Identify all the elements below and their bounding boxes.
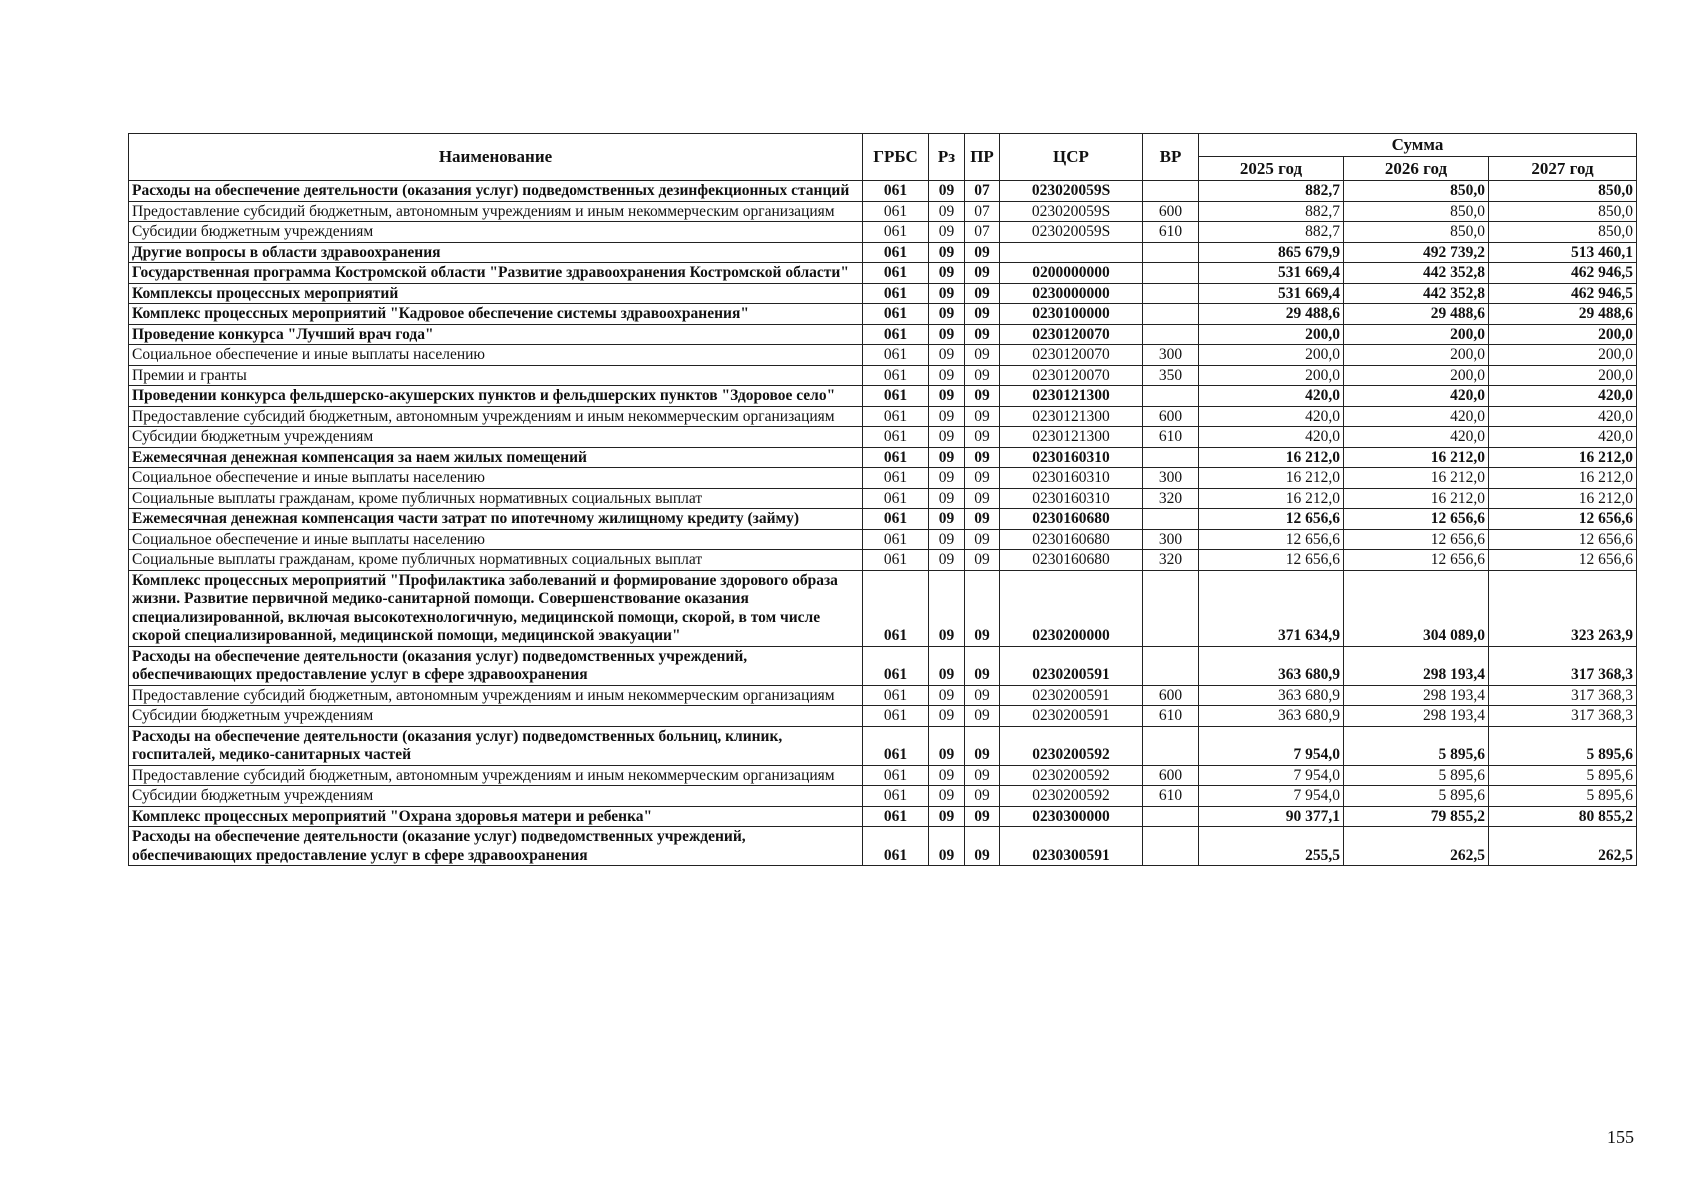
row-rz: 09 [929, 706, 965, 727]
row-amount-2026: 420,0 [1344, 386, 1489, 407]
table-row [129, 181, 1637, 202]
row-rz: 09 [929, 263, 965, 284]
row-rz: 09 [929, 181, 965, 202]
row-vr [1143, 304, 1199, 325]
row-amount-2027: 850,0 [1489, 181, 1637, 202]
row-amount-2027: 262,5 [1489, 827, 1637, 866]
row-grbs: 061 [863, 468, 929, 489]
row-name: Ежемесячная денежная компенсация за наем жилых помещений [129, 447, 863, 468]
row-amount-2027: 12 656,6 [1489, 550, 1637, 571]
row-csr: 0230160680 [1000, 509, 1143, 530]
row-rz: 09 [929, 427, 965, 448]
row-grbs: 061 [863, 345, 929, 366]
row-csr: 0230120070 [1000, 324, 1143, 345]
row-amount-2025: 16 212,0 [1199, 468, 1344, 489]
row-csr: 023020059S [1000, 181, 1143, 202]
header-vr: ВР [1143, 134, 1199, 181]
row-name: Субсидии бюджетным учреждениям [129, 786, 863, 807]
row-amount-2027: 420,0 [1489, 406, 1637, 427]
row-amount-2026: 200,0 [1344, 324, 1489, 345]
row-pr: 09 [965, 242, 1000, 263]
row-rz: 09 [929, 201, 965, 222]
row-amount-2026: 12 656,6 [1344, 550, 1489, 571]
table-row [129, 427, 1637, 448]
row-csr: 0230120070 [1000, 365, 1143, 386]
row-grbs: 061 [863, 806, 929, 827]
table-row [129, 283, 1637, 304]
row-pr: 09 [965, 529, 1000, 550]
row-amount-2025: 420,0 [1199, 386, 1344, 407]
table-row [129, 263, 1637, 284]
row-amount-2026: 298 193,4 [1344, 685, 1489, 706]
table-row [129, 646, 1637, 685]
table-row [129, 827, 1637, 866]
row-rz: 09 [929, 765, 965, 786]
row-amount-2027: 12 656,6 [1489, 509, 1637, 530]
row-pr: 09 [965, 806, 1000, 827]
row-amount-2025: 16 212,0 [1199, 488, 1344, 509]
row-amount-2026: 79 855,2 [1344, 806, 1489, 827]
row-grbs: 061 [863, 786, 929, 807]
row-amount-2027: 323 263,9 [1489, 570, 1637, 646]
row-vr: 600 [1143, 685, 1199, 706]
row-vr: 600 [1143, 765, 1199, 786]
row-pr: 07 [965, 181, 1000, 202]
row-name: Государственная программа Костромской области "Развитие здравоохранения Костромской области" [129, 263, 863, 284]
row-grbs: 061 [863, 706, 929, 727]
row-vr [1143, 646, 1199, 685]
row-csr: 0230200591 [1000, 685, 1143, 706]
header-year-2027: 2027 год [1489, 157, 1637, 181]
row-vr: 300 [1143, 468, 1199, 489]
row-grbs: 061 [863, 646, 929, 685]
row-amount-2026: 442 352,8 [1344, 283, 1489, 304]
row-name: Проведении конкурса фельдшерско-акушерских пунктов и фельдшерских пунктов "Здоровое село" [129, 386, 863, 407]
row-grbs: 061 [863, 488, 929, 509]
row-grbs: 061 [863, 509, 929, 530]
table-row [129, 222, 1637, 243]
row-amount-2027: 317 368,3 [1489, 685, 1637, 706]
row-amount-2026: 850,0 [1344, 181, 1489, 202]
row-grbs: 061 [863, 304, 929, 325]
row-vr: 610 [1143, 427, 1199, 448]
row-grbs: 061 [863, 827, 929, 866]
row-amount-2026: 200,0 [1344, 365, 1489, 386]
row-name: Субсидии бюджетным учреждениям [129, 222, 863, 243]
row-amount-2027: 462 946,5 [1489, 263, 1637, 284]
row-name: Расходы на обеспечение деятельности (оказания услуг) подведомственных учреждений, обеспечивающих предоставление услуг в сфере здравоохранения [129, 646, 863, 685]
row-pr: 09 [965, 726, 1000, 765]
row-amount-2027: 317 368,3 [1489, 706, 1637, 727]
row-name: Социальное обеспечение и иные выплаты населению [129, 345, 863, 366]
table-header [129, 134, 1637, 181]
row-grbs: 061 [863, 726, 929, 765]
header-grbs: ГРБС [863, 134, 929, 181]
row-vr: 300 [1143, 345, 1199, 366]
row-amount-2025: 16 212,0 [1199, 447, 1344, 468]
row-amount-2025: 29 488,6 [1199, 304, 1344, 325]
row-pr: 09 [965, 706, 1000, 727]
table-row [129, 726, 1637, 765]
row-amount-2026: 850,0 [1344, 222, 1489, 243]
row-pr: 09 [965, 447, 1000, 468]
row-amount-2026: 304 089,0 [1344, 570, 1489, 646]
row-amount-2027: 5 895,6 [1489, 765, 1637, 786]
row-amount-2025: 7 954,0 [1199, 786, 1344, 807]
row-csr: 0230000000 [1000, 283, 1143, 304]
row-amount-2026: 298 193,4 [1344, 646, 1489, 685]
table-row [129, 570, 1637, 646]
row-amount-2026: 16 212,0 [1344, 447, 1489, 468]
row-pr: 09 [965, 283, 1000, 304]
row-csr [1000, 242, 1143, 263]
row-amount-2025: 865 679,9 [1199, 242, 1344, 263]
row-name: Другие вопросы в области здравоохранения [129, 242, 863, 263]
row-grbs: 061 [863, 765, 929, 786]
row-name: Субсидии бюджетным учреждениям [129, 706, 863, 727]
table-row [129, 201, 1637, 222]
row-vr: 320 [1143, 550, 1199, 571]
row-amount-2026: 12 656,6 [1344, 529, 1489, 550]
header-pr: ПР [965, 134, 1000, 181]
header-year-2026: 2026 год [1344, 157, 1489, 181]
row-pr: 09 [965, 345, 1000, 366]
row-pr: 09 [965, 786, 1000, 807]
row-grbs: 061 [863, 365, 929, 386]
row-vr [1143, 263, 1199, 284]
row-name: Комплексы процессных мероприятий [129, 283, 863, 304]
row-pr: 09 [965, 263, 1000, 284]
table-row [129, 468, 1637, 489]
row-amount-2027: 850,0 [1489, 222, 1637, 243]
row-grbs: 061 [863, 201, 929, 222]
row-amount-2026: 420,0 [1344, 427, 1489, 448]
row-name: Предоставление субсидий бюджетным, автономным учреждениям и иным некоммерческим организациям [129, 765, 863, 786]
row-rz: 09 [929, 324, 965, 345]
header-rz: Рз [929, 134, 965, 181]
row-rz: 09 [929, 345, 965, 366]
row-amount-2026: 5 895,6 [1344, 786, 1489, 807]
row-grbs: 061 [863, 406, 929, 427]
table-row [129, 706, 1637, 727]
row-csr: 0230200000 [1000, 570, 1143, 646]
row-name: Комплекс процессных мероприятий "Кадровое обеспечение системы здравоохранения" [129, 304, 863, 325]
row-vr [1143, 324, 1199, 345]
row-rz: 09 [929, 447, 965, 468]
row-pr: 09 [965, 550, 1000, 571]
row-name: Комплекс процессных мероприятий "Профилактика заболеваний и формирование здорового образа жизни. Развитие первичной медико-санитарной помощи. Совершенствование оказания специализированной, включая высокотехнологичную, медицинской помощи, скорой, в том числе скорой специализированной, медицинской помощи, медицинской эвакуации" [129, 570, 863, 646]
row-amount-2025: 200,0 [1199, 365, 1344, 386]
row-grbs: 061 [863, 386, 929, 407]
row-amount-2025: 90 377,1 [1199, 806, 1344, 827]
row-vr: 610 [1143, 222, 1199, 243]
row-pr: 09 [965, 765, 1000, 786]
row-amount-2025: 531 669,4 [1199, 263, 1344, 284]
row-amount-2027: 12 656,6 [1489, 529, 1637, 550]
row-amount-2027: 16 212,0 [1489, 488, 1637, 509]
row-vr: 320 [1143, 488, 1199, 509]
row-amount-2026: 850,0 [1344, 201, 1489, 222]
table-row [129, 685, 1637, 706]
row-name: Предоставление субсидий бюджетным, автономным учреждениям и иным некоммерческим организациям [129, 406, 863, 427]
row-amount-2025: 363 680,9 [1199, 646, 1344, 685]
row-name: Комплекс процессных мероприятий "Охрана здоровья матери и ребенка" [129, 806, 863, 827]
row-rz: 09 [929, 365, 965, 386]
row-amount-2025: 255,5 [1199, 827, 1344, 866]
table-row [129, 447, 1637, 468]
row-amount-2025: 12 656,6 [1199, 509, 1344, 530]
row-pr: 09 [965, 365, 1000, 386]
row-csr: 0230200592 [1000, 726, 1143, 765]
header-csr: ЦСР [1000, 134, 1143, 181]
header-sum: Сумма [1199, 134, 1637, 157]
table-row [129, 786, 1637, 807]
row-vr: 610 [1143, 706, 1199, 727]
table-row [129, 304, 1637, 325]
row-amount-2027: 5 895,6 [1489, 786, 1637, 807]
row-rz: 09 [929, 827, 965, 866]
row-amount-2027: 420,0 [1489, 427, 1637, 448]
table-row [129, 529, 1637, 550]
row-rz: 09 [929, 570, 965, 646]
table-row [129, 550, 1637, 571]
row-grbs: 061 [863, 283, 929, 304]
row-pr: 07 [965, 201, 1000, 222]
row-rz: 09 [929, 806, 965, 827]
row-amount-2025: 7 954,0 [1199, 765, 1344, 786]
row-csr: 0230160680 [1000, 529, 1143, 550]
row-name: Расходы на обеспечение деятельности (оказания услуг) подведомственных дезинфекционных станций [129, 181, 863, 202]
row-vr: 600 [1143, 406, 1199, 427]
row-name: Социальные выплаты гражданам, кроме публичных нормативных социальных выплат [129, 550, 863, 571]
row-amount-2025: 200,0 [1199, 324, 1344, 345]
row-amount-2025: 531 669,4 [1199, 283, 1344, 304]
row-csr: 0230160310 [1000, 488, 1143, 509]
row-grbs: 061 [863, 427, 929, 448]
row-amount-2025: 363 680,9 [1199, 685, 1344, 706]
row-csr: 0230121300 [1000, 406, 1143, 427]
row-rz: 09 [929, 786, 965, 807]
row-csr: 0230160310 [1000, 447, 1143, 468]
row-csr: 0230100000 [1000, 304, 1143, 325]
row-csr: 0230300000 [1000, 806, 1143, 827]
header-year-2025: 2025 год [1199, 157, 1344, 181]
row-csr: 0230120070 [1000, 345, 1143, 366]
row-rz: 09 [929, 304, 965, 325]
row-vr: 300 [1143, 529, 1199, 550]
row-pr: 09 [965, 468, 1000, 489]
table-row [129, 406, 1637, 427]
row-rz: 09 [929, 222, 965, 243]
row-amount-2027: 16 212,0 [1489, 447, 1637, 468]
row-pr: 09 [965, 488, 1000, 509]
table-row [129, 324, 1637, 345]
row-rz: 09 [929, 386, 965, 407]
row-grbs: 061 [863, 324, 929, 345]
row-csr: 0230200592 [1000, 765, 1143, 786]
row-csr: 023020059S [1000, 201, 1143, 222]
row-pr: 09 [965, 324, 1000, 345]
row-grbs: 061 [863, 570, 929, 646]
row-csr: 0230200591 [1000, 706, 1143, 727]
table-row [129, 345, 1637, 366]
row-vr [1143, 386, 1199, 407]
row-amount-2027: 462 946,5 [1489, 283, 1637, 304]
row-csr: 0230200591 [1000, 646, 1143, 685]
row-csr: 0230160310 [1000, 468, 1143, 489]
row-vr [1143, 242, 1199, 263]
row-amount-2025: 12 656,6 [1199, 550, 1344, 571]
row-csr: 0230121300 [1000, 427, 1143, 448]
row-grbs: 061 [863, 242, 929, 263]
row-vr [1143, 509, 1199, 530]
row-name: Предоставление субсидий бюджетным, автономным учреждениям и иным некоммерческим организациям [129, 201, 863, 222]
table-row [129, 242, 1637, 263]
row-pr: 09 [965, 304, 1000, 325]
row-vr [1143, 827, 1199, 866]
row-amount-2026: 262,5 [1344, 827, 1489, 866]
row-vr: 610 [1143, 786, 1199, 807]
row-name: Социальные выплаты гражданам, кроме публичных нормативных социальных выплат [129, 488, 863, 509]
table-row [129, 765, 1637, 786]
row-amount-2025: 200,0 [1199, 345, 1344, 366]
row-amount-2026: 492 739,2 [1344, 242, 1489, 263]
row-vr [1143, 283, 1199, 304]
row-amount-2027: 16 212,0 [1489, 468, 1637, 489]
row-vr: 350 [1143, 365, 1199, 386]
row-csr: 0230300591 [1000, 827, 1143, 866]
row-amount-2026: 5 895,6 [1344, 726, 1489, 765]
row-amount-2026: 298 193,4 [1344, 706, 1489, 727]
row-name: Проведение конкурса "Лучший врач года" [129, 324, 863, 345]
row-csr: 023020059S [1000, 222, 1143, 243]
row-amount-2026: 5 895,6 [1344, 765, 1489, 786]
row-grbs: 061 [863, 550, 929, 571]
row-pr: 09 [965, 685, 1000, 706]
row-amount-2025: 882,7 [1199, 222, 1344, 243]
row-pr: 07 [965, 222, 1000, 243]
header-name: Наименование [129, 134, 863, 181]
row-amount-2027: 200,0 [1489, 365, 1637, 386]
row-name: Расходы на обеспечение деятельности (оказания услуг) подведомственных больниц, клиник, госпиталей, медико-санитарных частей [129, 726, 863, 765]
row-grbs: 061 [863, 263, 929, 284]
table-row [129, 509, 1637, 530]
row-pr: 09 [965, 406, 1000, 427]
row-pr: 09 [965, 386, 1000, 407]
row-csr: 0230200592 [1000, 786, 1143, 807]
row-rz: 09 [929, 283, 965, 304]
row-amount-2027: 317 368,3 [1489, 646, 1637, 685]
table-row [129, 386, 1637, 407]
row-amount-2027: 850,0 [1489, 201, 1637, 222]
row-csr: 0230160680 [1000, 550, 1143, 571]
row-name: Социальное обеспечение и иные выплаты населению [129, 529, 863, 550]
row-pr: 09 [965, 427, 1000, 448]
row-rz: 09 [929, 550, 965, 571]
row-amount-2027: 200,0 [1489, 324, 1637, 345]
row-rz: 09 [929, 242, 965, 263]
budget-table [128, 133, 1637, 866]
row-vr [1143, 806, 1199, 827]
table-row [129, 365, 1637, 386]
row-pr: 09 [965, 509, 1000, 530]
row-grbs: 061 [863, 685, 929, 706]
row-amount-2026: 29 488,6 [1344, 304, 1489, 325]
row-grbs: 061 [863, 529, 929, 550]
row-amount-2026: 16 212,0 [1344, 468, 1489, 489]
row-rz: 09 [929, 406, 965, 427]
row-amount-2026: 12 656,6 [1344, 509, 1489, 530]
row-name: Социальное обеспечение и иные выплаты населению [129, 468, 863, 489]
row-vr [1143, 181, 1199, 202]
row-amount-2025: 882,7 [1199, 181, 1344, 202]
row-grbs: 061 [863, 447, 929, 468]
row-amount-2025: 882,7 [1199, 201, 1344, 222]
row-rz: 09 [929, 685, 965, 706]
row-rz: 09 [929, 509, 965, 530]
row-vr [1143, 570, 1199, 646]
row-name: Премии и гранты [129, 365, 863, 386]
row-csr: 0200000000 [1000, 263, 1143, 284]
row-amount-2025: 371 634,9 [1199, 570, 1344, 646]
row-vr [1143, 726, 1199, 765]
row-rz: 09 [929, 488, 965, 509]
row-vr: 600 [1143, 201, 1199, 222]
row-rz: 09 [929, 726, 965, 765]
row-amount-2025: 420,0 [1199, 427, 1344, 448]
row-csr: 0230121300 [1000, 386, 1143, 407]
row-amount-2025: 420,0 [1199, 406, 1344, 427]
table-body [129, 181, 1637, 866]
row-vr [1143, 447, 1199, 468]
row-rz: 09 [929, 468, 965, 489]
row-amount-2027: 80 855,2 [1489, 806, 1637, 827]
row-grbs: 061 [863, 181, 929, 202]
row-name: Предоставление субсидий бюджетным, автономным учреждениям и иным некоммерческим организациям [129, 685, 863, 706]
row-amount-2027: 420,0 [1489, 386, 1637, 407]
row-name: Субсидии бюджетным учреждениям [129, 427, 863, 448]
row-amount-2027: 200,0 [1489, 345, 1637, 366]
row-amount-2026: 200,0 [1344, 345, 1489, 366]
row-amount-2025: 12 656,6 [1199, 529, 1344, 550]
row-pr: 09 [965, 570, 1000, 646]
table-row [129, 806, 1637, 827]
row-rz: 09 [929, 529, 965, 550]
row-amount-2027: 29 488,6 [1489, 304, 1637, 325]
row-name: Ежемесячная денежная компенсация части затрат по ипотечному жилищному кредиту (займу) [129, 509, 863, 530]
row-amount-2026: 420,0 [1344, 406, 1489, 427]
row-amount-2026: 16 212,0 [1344, 488, 1489, 509]
row-amount-2025: 7 954,0 [1199, 726, 1344, 765]
row-rz: 09 [929, 646, 965, 685]
row-amount-2027: 5 895,6 [1489, 726, 1637, 765]
row-name: Расходы на обеспечение деятельности (оказание услуг) подведомственных учреждений, обеспечивающих предоставление услуг в сфере здравоохранения [129, 827, 863, 866]
row-pr: 09 [965, 827, 1000, 866]
row-grbs: 061 [863, 222, 929, 243]
row-pr: 09 [965, 646, 1000, 685]
row-amount-2026: 442 352,8 [1344, 263, 1489, 284]
page-number: 155 [1607, 1127, 1634, 1147]
table-row [129, 488, 1637, 509]
row-amount-2025: 363 680,9 [1199, 706, 1344, 727]
row-amount-2027: 513 460,1 [1489, 242, 1637, 263]
